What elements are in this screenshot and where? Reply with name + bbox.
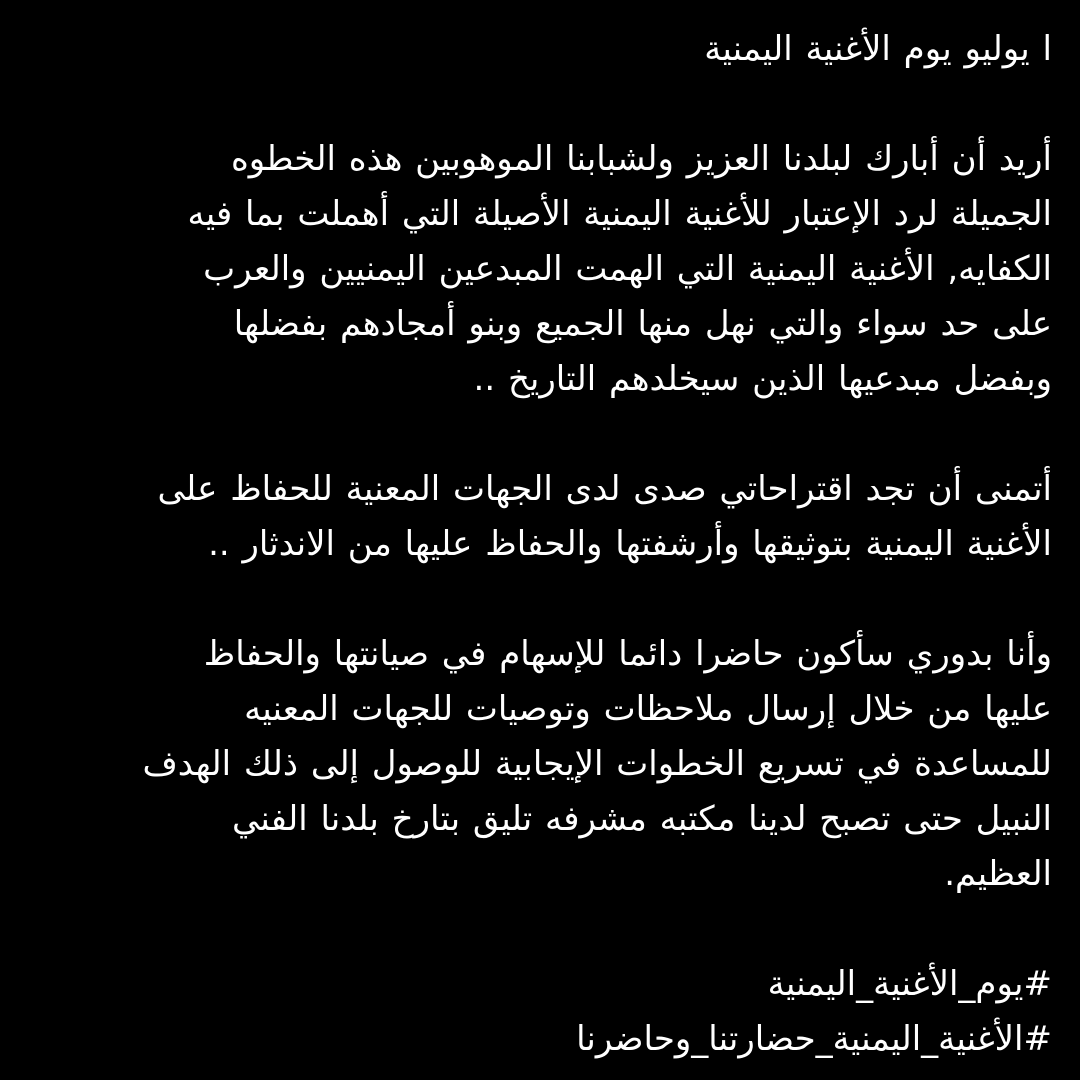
- hashtag-list: [30, 957, 1052, 1067]
- paragraph-line: الأغنية اليمنية بتوثيقها وأرشفتها والحفاظ عليها من الاندثار ..: [208, 524, 1052, 564]
- paragraph-line: النبيل حتى تصبح لدينا مكتبه مشرفه تليق بتارخ بلدنا الفني: [232, 799, 1052, 839]
- paragraph-line: وأنا بدوري سأكون حاضرا دائما للإسهام في صيانتها والحفاظ: [203, 634, 1052, 674]
- hashtag-yemeni-song-day[interactable]: #يوم_الأغنية_اليمنية: [767, 964, 1052, 1004]
- paragraph-wish: [30, 462, 1052, 572]
- paragraph-line: العظيم.: [944, 854, 1052, 894]
- paragraph-line: عليها من خلال إرسال ملاحظات وتوصيات للجهات المعنيه: [244, 689, 1052, 729]
- paragraph-line: الجميلة لرد الإعتبار للأغنية اليمنية الأصيلة التي أهملت بما فيه: [187, 194, 1052, 234]
- paragraph-spacer: [30, 77, 1052, 132]
- post-title: ا يوليو يوم الأغنية اليمنية: [704, 29, 1052, 69]
- paragraph-commitment: [30, 627, 1052, 902]
- paragraph-line: أتمنى أن تجد اقتراحاتي صدى لدى الجهات المعنية للحفاظ على: [157, 469, 1052, 509]
- paragraph-line: أريد أن أبارك لبلدنا العزيز ولشبابنا الموهوبين هذه الخطوه: [230, 139, 1052, 179]
- paragraph-line: الكفايه, الأغنية اليمنية التي الهمت المبدعين اليمنيين والعرب: [203, 249, 1052, 289]
- paragraph-line: للمساعدة في تسريع الخطوات الإيجابية للوصول إلى ذلك الهدف: [142, 744, 1052, 784]
- paragraph-congratulations: [30, 132, 1052, 407]
- hashtag-yemeni-song-heritage[interactable]: #الأغنية_اليمنية_حضارتنا_وحاضرنا: [576, 1019, 1052, 1059]
- post-body: [30, 22, 1052, 1070]
- paragraph-line: وبفضل مبدعيها الذين سيخلدهم التاريخ ..: [473, 359, 1052, 399]
- paragraph-spacer: [30, 902, 1052, 957]
- paragraph-line: على حد سواء والتي نهل منها الجميع وبنو أمجادهم بفضلها: [233, 304, 1052, 344]
- paragraph-spacer: [30, 572, 1052, 627]
- paragraph-spacer: [30, 407, 1052, 462]
